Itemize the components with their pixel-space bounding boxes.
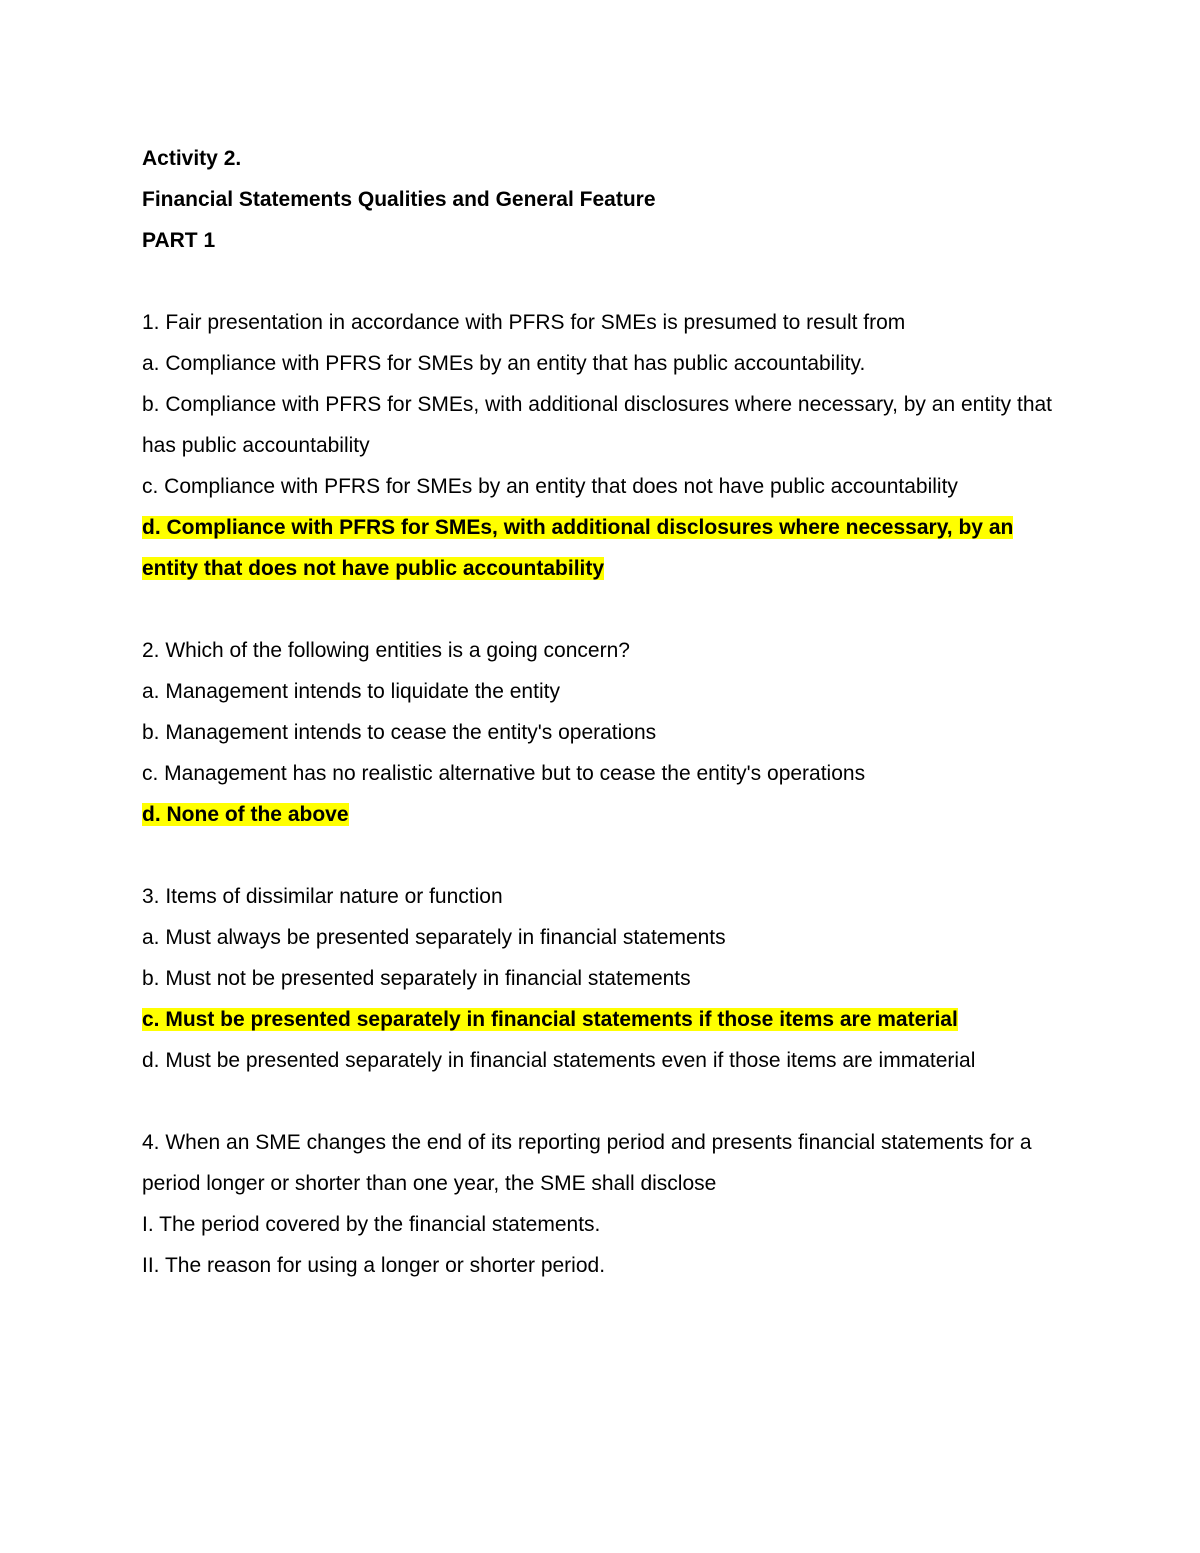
question-4-item-2: II. The reason for using a longer or shorter period.: [142, 1254, 606, 1277]
question-2-option-c: c. Management has no realistic alternative but to cease the entity's operations: [142, 762, 866, 785]
question-2-answer: [142, 794, 1058, 835]
question-2-stem: 2. Which of the following entities is a going concern?: [142, 639, 630, 662]
question-3-answer: [142, 999, 1058, 1040]
document-page: [142, 138, 1058, 1286]
spacer: [142, 835, 1058, 876]
answer-highlight: d. Compliance with PFRS for SMEs, with additional disclosures where necessary, by an entity that does not have public accountability: [142, 516, 1014, 580]
spacer: [142, 261, 1058, 302]
question-4-stem: 4. When an SME changes the end of its reporting period and presents financial statements for a: [142, 1131, 1032, 1154]
question-4-item-1: I. The period covered by the financial statements.: [142, 1213, 601, 1236]
question-3-stem: 3. Items of dissimilar nature or function: [142, 885, 503, 908]
answer-highlight: c. Must be presented separately in financial statements if those items are material: [142, 1008, 958, 1031]
question-2-option-b: b. Management intends to cease the entity's operations: [142, 721, 657, 744]
question-1-option-c: c. Compliance with PFRS for SMEs by an entity that does not have public accountability: [142, 475, 958, 498]
activity-label: Activity 2.: [142, 147, 242, 170]
spacer: [142, 1081, 1058, 1122]
question-1-stem: 1. Fair presentation in accordance with PFRS for SMEs is presumed to result from: [142, 311, 906, 334]
part-label: PART 1: [142, 229, 216, 252]
question-1-option-b: b. Compliance with PFRS for SMEs, with additional disclosures where necessary, by an entity that has public accountability: [142, 393, 1053, 457]
question-1-option-a: a. Compliance with PFRS for SMEs by an entity that has public accountability.: [142, 352, 866, 375]
question-4-stem-continued: period longer or shorter than one year, the SME shall disclose: [142, 1172, 717, 1195]
question-3-option-b: b. Must not be presented separately in financial statements: [142, 967, 691, 990]
answer-highlight: d. None of the above: [142, 803, 349, 826]
spacer: [142, 589, 1058, 630]
question-3-option-d: d. Must be presented separately in financial statements even if those items are immaterial: [142, 1049, 976, 1072]
question-3-option-a: a. Must always be presented separately in financial statements: [142, 926, 726, 949]
question-1-answer: [142, 507, 1060, 589]
document-title: Financial Statements Qualities and General Feature: [142, 188, 656, 211]
question-2-option-a: a. Management intends to liquidate the entity: [142, 680, 560, 703]
